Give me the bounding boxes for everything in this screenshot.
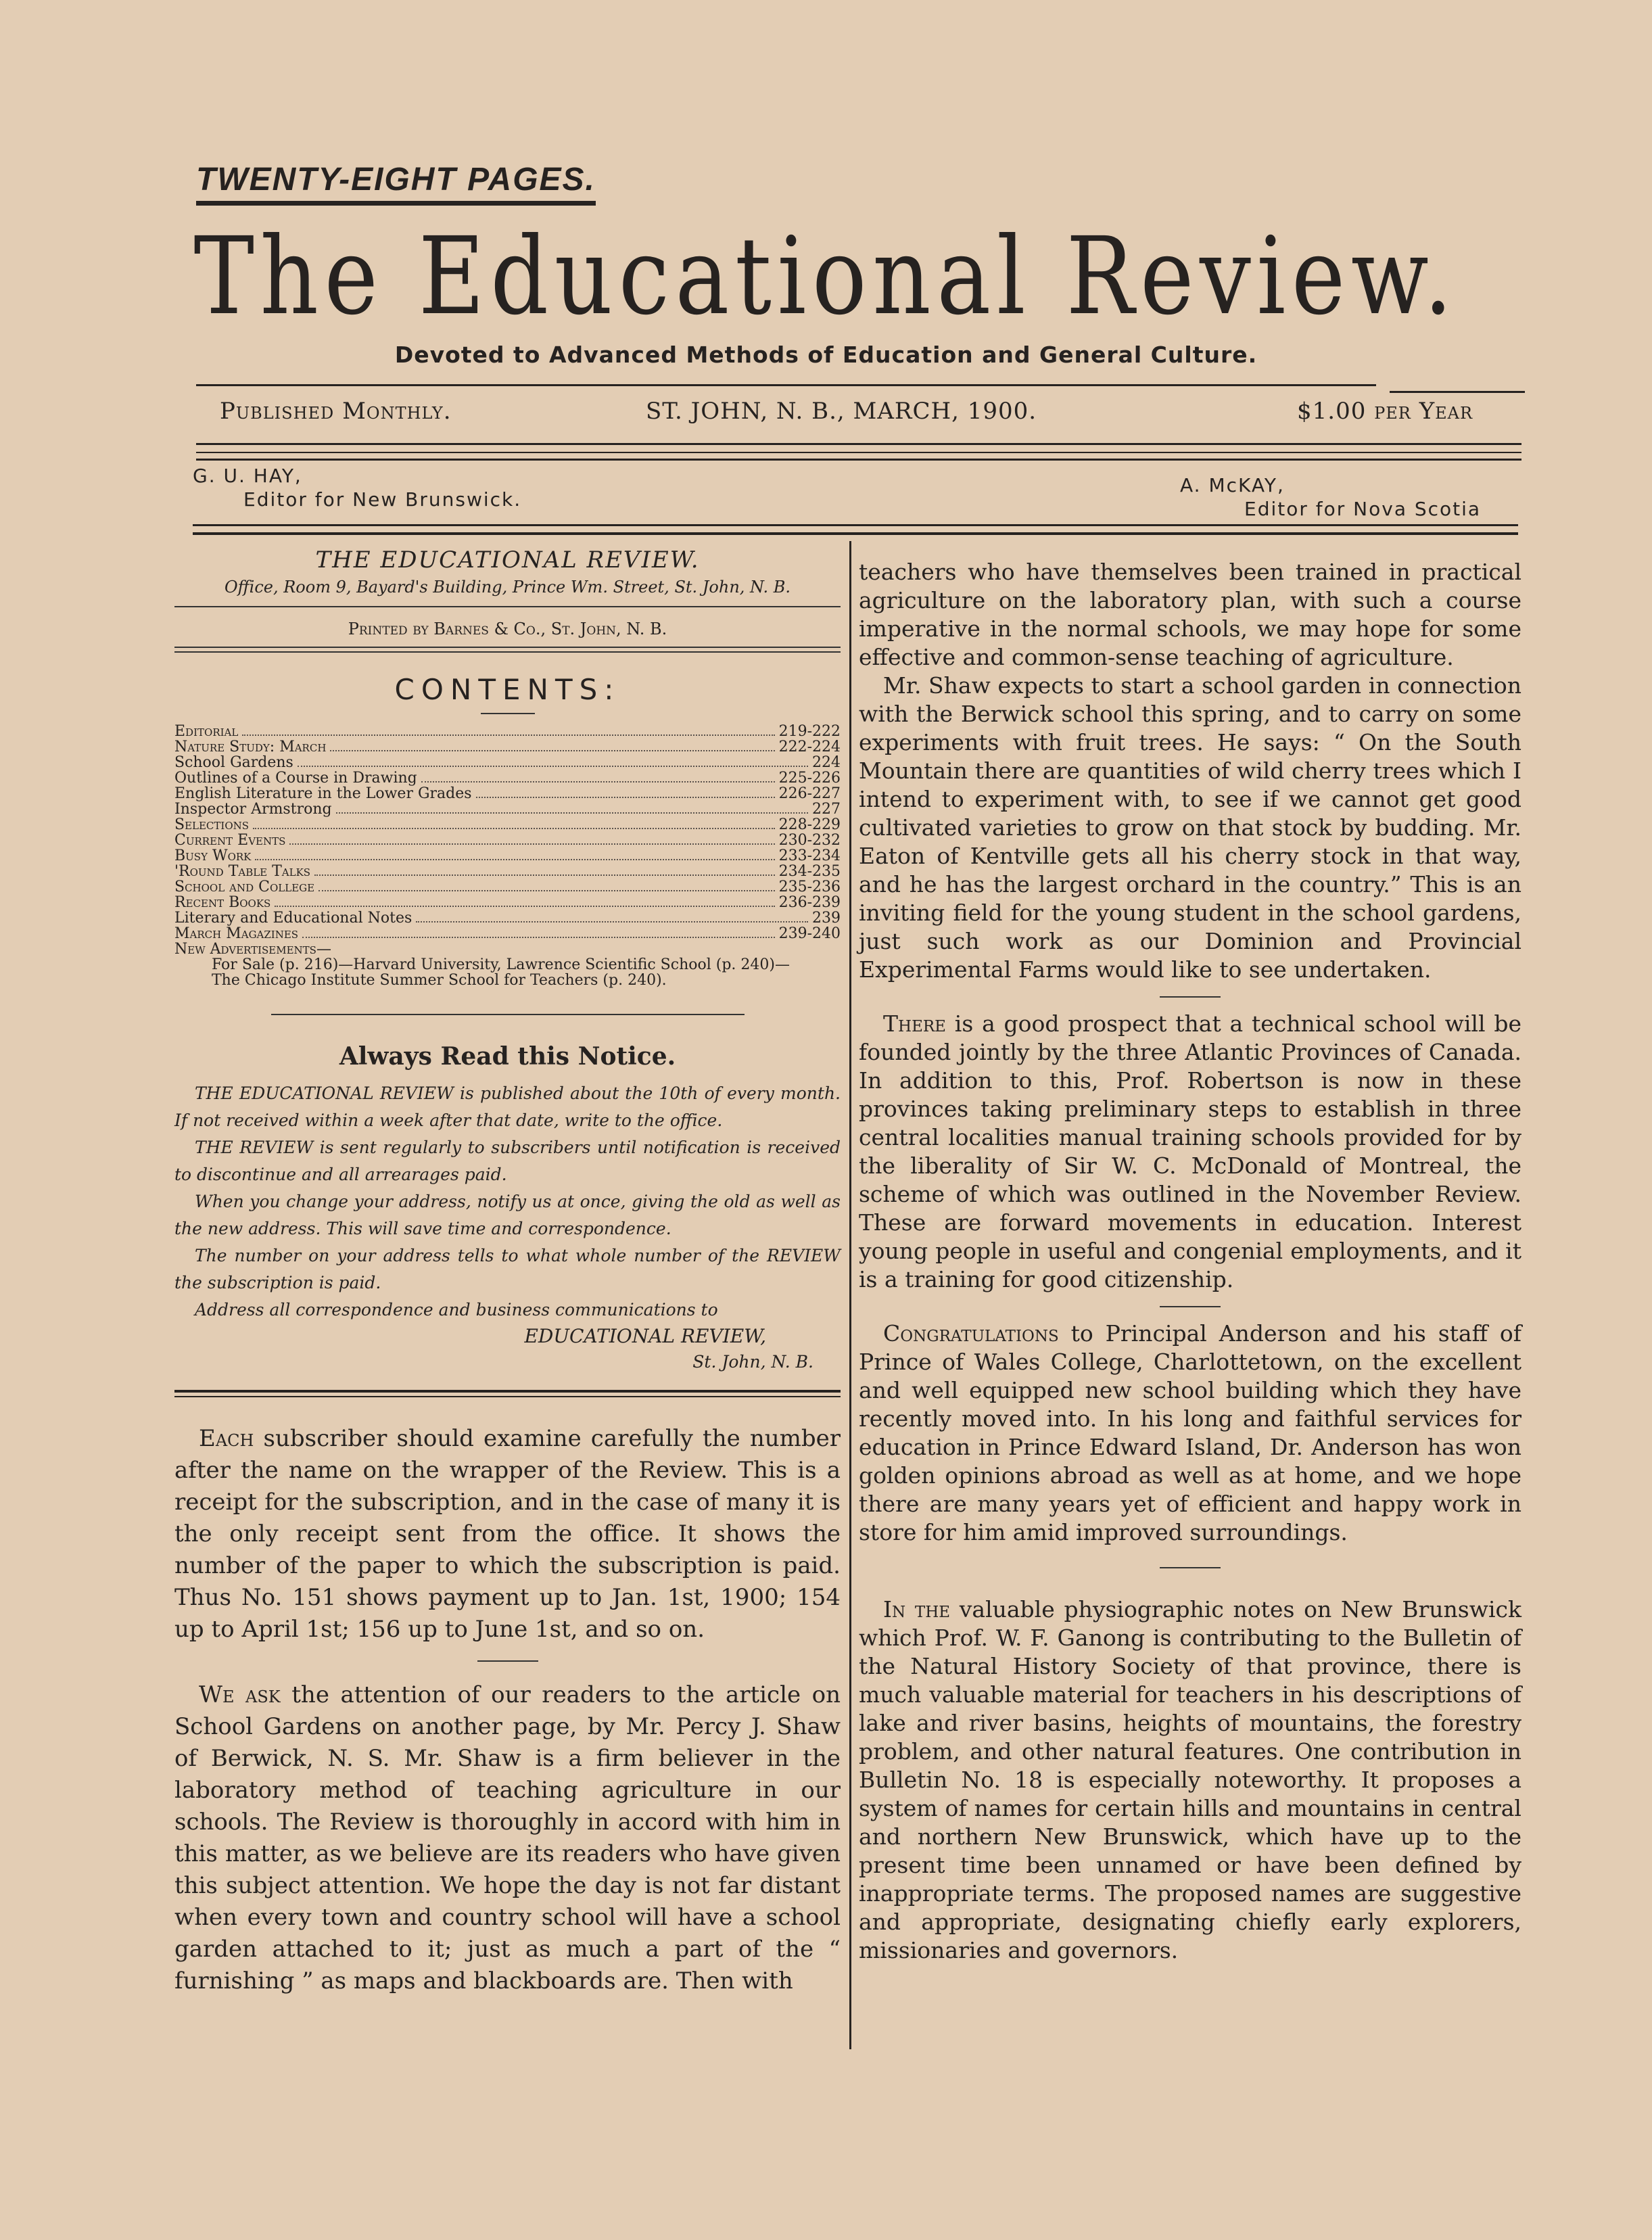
notice-paragraph: Address all correspondence and business communications to xyxy=(195,1300,718,1320)
lead-word: There xyxy=(883,1010,946,1037)
masthead-subtitle: Devoted to Advanced Methods of Education and General Culture. xyxy=(394,342,1258,368)
toc-leader xyxy=(298,759,808,767)
divider xyxy=(174,606,841,607)
toc-title: Editorial xyxy=(174,723,239,740)
divider xyxy=(481,713,535,714)
toc-row xyxy=(174,833,841,848)
toc-title: Inspector Armstrong xyxy=(174,801,332,818)
divider xyxy=(271,1014,745,1015)
notice-paragraph: When you change your address, notify us at once, giving the old as well as the new address. This will save time and correspondence. xyxy=(174,1192,841,1238)
divider xyxy=(1160,1306,1221,1307)
column-divider xyxy=(849,541,851,2049)
toc-pages: 225-226 xyxy=(778,770,841,787)
left-column xyxy=(174,541,841,1997)
toc-title: School and College xyxy=(174,879,315,895)
toc-leader xyxy=(476,790,775,798)
toc-row xyxy=(174,895,841,910)
body-paragraph xyxy=(174,1679,841,1997)
paragraph-text: the attention of our readers to the article on School Gardens on another page, by Mr. Percy J. Shaw of Berwick, N. S. Mr. Shaw is a firm believer in the laboratory method of teaching agriculture in our schools. The Review is thoroughly in accord with him in this matter, as we believe are its readers who have given this subject attention. We hope the day is not far distant when every town and country school will have a school garden attached to it; just as much a part of the “ furnishing ” as maps and blackboards are. Then with xyxy=(174,1681,841,1994)
header-rule xyxy=(196,384,1376,386)
header-rule xyxy=(196,443,1521,445)
toc-leader xyxy=(302,930,775,938)
body-paragraph: teachers who have themselves been trained in practical agriculture on the laboratory plan, with such a course imperative in the normal schools, we may hope for some effective and common-sense teaching of agriculture. xyxy=(859,559,1521,670)
toc-leader xyxy=(255,852,774,860)
toc-row xyxy=(174,755,841,770)
notice-paragraph: THE EDUCATIONAL REVIEW is published about the 10th of every month. If not received within a week after that date, write to the office. xyxy=(174,1083,841,1130)
header-rule xyxy=(196,459,1521,461)
toc-leader xyxy=(421,774,775,783)
divider xyxy=(174,647,841,648)
toc-leader xyxy=(275,899,774,907)
toc-title: Outlines of a Course in Drawing xyxy=(174,770,417,787)
toc-row xyxy=(174,910,841,926)
lead-word: In the xyxy=(883,1596,951,1623)
body-paragraph: Mr. Shaw expects to start a school garden in connection with the Berwick school this spring, and to carry on some experiments with fruit trees. He says: “ On the South Mountain there are quantities of wild cherry trees which I intend to experiment with, to see if we cannot get good cultivated varieties to grow on that stock by budding. Mr. Eaton of Kentville gets all his cherry stock in that way, and he has the largest orchard in the country.” This is an inviting field for the young student in the school gardens, just such work as our Dominion and Provincial Experimental Farms would like to see undertaken. xyxy=(859,672,1521,983)
printer-line: Printed by Barnes & Co., St. John, N. B. xyxy=(348,620,667,638)
page-count-tag: TWENTY-EIGHT PAGES. xyxy=(196,162,596,206)
toc-row xyxy=(174,817,841,833)
toc-pages: 233-234 xyxy=(778,847,841,864)
toc-pages: 230-232 xyxy=(778,832,841,849)
body-paragraph xyxy=(174,1423,841,1646)
new-ads-label: New Advertisements— xyxy=(174,941,331,958)
toc-title: Literary and Educational Notes xyxy=(174,910,412,927)
notice-paragraph: The number on your address tells to what whole number of the REVIEW the subscription is paid. xyxy=(174,1246,841,1292)
office-address: Office, Room 9, Bayard's Building, Prince Wm. Street, St. John, N. B. xyxy=(224,578,791,597)
toc-leader xyxy=(318,883,774,891)
masthead-title: The Educational Review. xyxy=(193,214,1459,339)
notice-heading: Always Read this Notice. xyxy=(339,1042,676,1071)
toc-row xyxy=(174,724,841,739)
lead-word: Each xyxy=(199,1425,254,1452)
body-paragraph xyxy=(859,1320,1521,1547)
notice-signature: St. John, N. B. xyxy=(692,1352,813,1372)
thick-rule xyxy=(174,1390,841,1393)
toc-row xyxy=(174,801,841,817)
notice-block xyxy=(174,1080,841,1375)
notice-paragraph: THE REVIEW is sent regularly to subscribers until notification is received to discontinue and all arrearages paid. xyxy=(174,1138,841,1184)
header-rule xyxy=(193,532,1518,535)
toc-pages: 228-229 xyxy=(778,816,841,833)
notice-signature: EDUCATIONAL REVIEW, xyxy=(524,1325,766,1347)
toc-title: Busy Work xyxy=(174,847,252,864)
toc-row xyxy=(174,864,841,879)
toc-title: March Magazines xyxy=(174,925,299,942)
toc-title: English Literature in the Lower Grades xyxy=(174,785,472,802)
editor-left-name: G. U. HAY, xyxy=(193,465,302,487)
toc-row xyxy=(174,786,841,801)
toc-row xyxy=(174,848,841,864)
divider xyxy=(174,651,841,653)
toc-leader xyxy=(336,806,808,814)
lead-word: Congratulations xyxy=(883,1320,1059,1347)
toc-title: 'Round Table Talks xyxy=(174,863,311,880)
toc-title: Current Events xyxy=(174,832,286,849)
toc-pages: 235-236 xyxy=(778,879,841,895)
editor-new-brunswick xyxy=(193,464,521,511)
toc-leader xyxy=(242,728,774,736)
toc-title: Selections xyxy=(174,816,250,833)
place-date: ST. JOHN, N. B., MARCH, 1900. xyxy=(646,398,1037,425)
box-title: THE EDUCATIONAL REVIEW. xyxy=(315,546,700,574)
divider xyxy=(477,1660,538,1662)
toc-pages: 224 xyxy=(812,754,841,771)
toc-pages: 239 xyxy=(812,910,841,927)
divider xyxy=(174,1396,841,1397)
toc-pages: 236-239 xyxy=(778,894,841,911)
toc-leader xyxy=(330,743,774,751)
toc-leader xyxy=(289,837,774,845)
header-rule xyxy=(1390,391,1525,393)
contents-list xyxy=(174,724,841,988)
toc-pages: 226-227 xyxy=(778,785,841,802)
body-paragraph xyxy=(859,1010,1521,1294)
toc-title: School Gardens xyxy=(174,754,293,771)
header-rule xyxy=(196,452,1521,453)
header-rule xyxy=(193,524,1518,526)
contents-heading: CONTENTS: xyxy=(394,673,621,706)
toc-pages: 219-222 xyxy=(778,723,841,740)
paragraph-text: to Principal Anderson and his staff of Prince of Wales College, Charlottetown, on the excellent and well equipped new school building which they have recently moved into. In his long and faithful services for education in Prince Edward Island, Dr. Anderson has won golden opinions abroad as well as at home, and we hope there are many years yet of efficient and happy work in store for him amid improved surroundings. xyxy=(859,1320,1521,1545)
lead-word: We ask xyxy=(199,1681,281,1708)
toc-row xyxy=(174,739,841,755)
toc-leader xyxy=(416,914,808,923)
paragraph-text: is a good prospect that a technical school will be founded jointly by the three Atlantic Provinces of Canada. In addition to this, Prof. Robertson is now in these provinces taking preliminary steps to establish in three central localities manual training schools provided for by the liberality of Sir W. C. McDonald of Montreal, the scheme of which was outlined in the November Review. These are forward movements in education. Interest young people in useful and congenial employments, and it is a training for good citizenship. xyxy=(859,1010,1521,1292)
body-paragraph xyxy=(859,1595,1521,1965)
divider xyxy=(1160,996,1221,998)
toc-row xyxy=(174,770,841,786)
toc-pages: 227 xyxy=(812,801,841,818)
left-body xyxy=(174,1423,841,1997)
published-label: Published Monthly. xyxy=(220,398,452,425)
price: $1.00 per Year xyxy=(1297,398,1473,425)
toc-leader xyxy=(314,868,775,876)
paragraph-text: subscriber should examine carefully the number after the name on the wrapper of the Review. This is a receipt for the subscription, and in the case of many it is the only receipt sent from the office. It shows the number of the paper to which the subscription is paid. Thus No. 151 shows payment up to Jan. 1st, 1900; 154 up to April 1st; 156 up to June 1st, and so on. xyxy=(174,1425,841,1643)
editor-right-name: A. McKAY, xyxy=(1180,474,1285,496)
toc-title: Nature Study: March xyxy=(174,739,327,755)
toc-leader xyxy=(253,821,775,829)
editor-left-role: Editor for New Brunswick. xyxy=(243,488,522,511)
toc-pages: 234-235 xyxy=(778,863,841,880)
toc-pages: 239-240 xyxy=(778,925,841,942)
editor-nova-scotia xyxy=(1180,473,1481,521)
right-column xyxy=(859,558,1521,1965)
toc-row xyxy=(174,926,841,941)
divider xyxy=(1160,1567,1221,1568)
toc-pages: 222-224 xyxy=(778,739,841,755)
editor-right-role: Editor for Nova Scotia xyxy=(1244,498,1482,520)
new-ads-text: For Sale (p. 216)—Harvard University, Lawrence Scientific School (p. 240)—The Chicago Institute Summer School for Teachers (p. 240). xyxy=(212,956,790,989)
toc-row xyxy=(174,879,841,895)
paragraph-text: valuable physiographic notes on New Brunswick which Prof. W. F. Ganong is contributing to the Bulletin of the Natural History Society of that province, there is much valuable material for teachers in his descriptions of lake and river basins, heights of mountains, the forestry problem, and other natural features. One contribution in Bulletin No. 18 is especially noteworthy. It proposes a system of names for certain hills and mountains in central and northern New Brunswick, which have up to the present time been unnamed or have been defined by inappropriate terms. The proposed names are suggestive and appropriate, designating chiefly early explorers, missionaries and governors. xyxy=(859,1596,1521,1963)
toc-title: Recent Books xyxy=(174,894,271,911)
